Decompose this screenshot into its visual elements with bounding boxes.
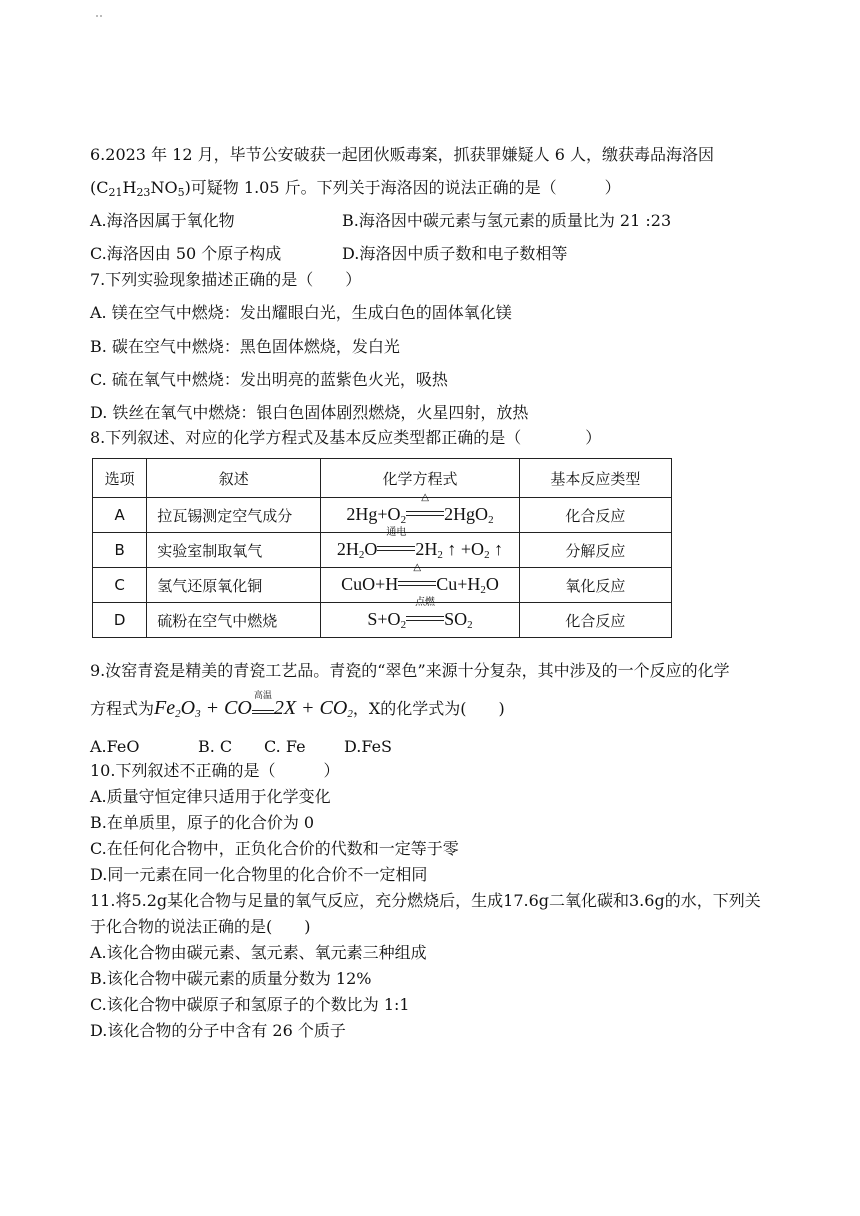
row-reaction-type: 分解反应 [519,533,671,568]
row-description: 硫粉在空气中燃烧 [147,603,321,638]
q9-option-b: B. C [198,737,233,756]
q11-stem: 11.将5.2g某化合物与足量的氧气反应，充分燃烧后，生成17.6g二氧化碳和3.6g的水，下列关 [90,891,761,910]
q10-option-a: A.质量守恒定律只适用于化学变化 [90,787,331,806]
row-reaction-type: 化合反应 [519,498,671,533]
header-option: 选项 [93,459,147,498]
row-reaction-type: 氧化反应 [519,568,671,603]
q6-option-b: B.海洛因中碳元素与氢元素的质量比为 21 :23 [342,211,672,230]
q6-line2: $(C_{21}H_{23}NO_5)$可疑物 1.05 斤。下列关于海洛因的说法正确的是（ ） [90,178,621,199]
row-equation: $2H_2O$ 通电 $2H_2$ ↑ $+O_2$ ↑ [321,533,519,568]
row-option: B [93,533,147,568]
q10-option-d: D.同一元素在同一化合物里的化合价不一定相同 [90,865,428,884]
q11-stem-continued: 于化合物的说法正确的是( ) [90,917,311,936]
q9-stem: 9.汝窑青瓷是精美的青瓷工艺品。青瓷的“翠色”来源十分复杂，其中涉及的一个反应的化学 [90,661,730,680]
q6-option-d: D.海洛因中质子数和电子数相等 [342,244,568,263]
row-option: D [93,603,147,638]
header-reaction-type: 基本反应类型 [519,459,671,498]
row-option: A [93,498,147,533]
header-equation: 化学方程式 [321,459,519,498]
q9-equation-line: 方程式为$Fe_2O_3$ + CO 高温 $2X + CO_2$，X的化学式为( ) [90,691,505,720]
q9-option-a: A.FeO [90,737,140,756]
q11-option-b: B.该化合物中碳元素的质量分数为 12% [90,969,372,988]
q6-option-a: A.海洛因属于氧化物 [90,211,235,230]
q10-option-c: C.在任何化合物中，正负化合价的代数和一定等于零 [90,839,459,858]
row-equation: $2Hg+O_2$ △ 2HgO$_2$ [321,498,519,533]
row-description: 氢气还原氧化铜 [147,568,321,603]
row-option: C [93,568,147,603]
table-row [93,603,672,638]
reaction-table [92,458,672,638]
scan-artifact [96,2,106,8]
q7-option-d: D. 铁丝在氧气中燃烧：银白色固体剧烈燃烧，火星四射，放热 [90,403,529,422]
q10-option-b: B.在单质里，原子的化合价为 0 [90,813,315,832]
header-description: 叙述 [147,459,321,498]
q11-option-a: A.该化合物由碳元素、氢元素、氧元素三种组成 [90,943,427,962]
q7-option-a: A. 镁在空气中燃烧：发出耀眼白光，生成白色的固体氧化镁 [90,303,512,322]
q7-option-c: C. 硫在氧气中燃烧：发出明亮的蓝紫色火光，吸热 [90,370,448,389]
q9-option-d: D.FeS [344,737,392,756]
row-description: 拉瓦锡测定空气成分 [147,498,321,533]
q11-option-d: D.该化合物的分子中含有 26 个质子 [90,1021,346,1040]
row-equation: CuO+H △ $Cu+H_2O$ [321,568,519,603]
q9-option-c: C. Fe [264,737,306,756]
q11-option-c: C.该化合物中碳原子和氢原子的个数比为 1:1 [90,995,410,1014]
q6-line1: 6.2023 年 12 月，毕节公安破获一起团伙贩毒案，抓获罪嫌疑人 6 人，缴获毒品海洛因 [90,145,714,164]
q7-option-b: B. 碳在空气中燃烧：黑色固体燃烧，发白光 [90,337,400,356]
row-description: 实验室制取氧气 [147,533,321,568]
table-header-row [93,459,672,498]
row-reaction-type: 化合反应 [519,603,671,638]
q8-stem: 8.下列叙述、对应的化学方程式及基本反应类型都正确的是（ ） [90,428,602,447]
q7-stem: 7.下列实验现象描述正确的是（ ） [90,270,362,289]
table-row [93,533,672,568]
table-row [93,568,672,603]
row-equation: $S+O_2$ 点燃 $SO_2$ [321,603,519,638]
q10-stem: 10.下列叙述不正确的是（ ） [90,761,340,780]
q6-option-c: C.海洛因由 50 个原子构成 [90,244,282,263]
